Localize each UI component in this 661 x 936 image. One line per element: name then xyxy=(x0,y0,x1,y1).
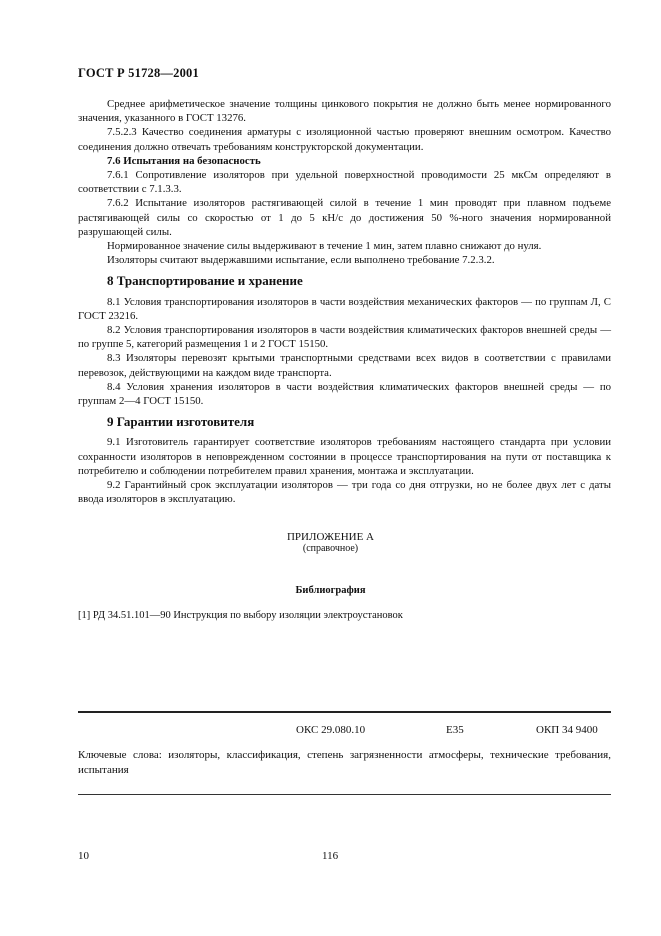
paragraph-9-1: 9.1 Изготовитель гарантирует соответствие изоляторов требованиям настоящего стандарта при условии сохранности изоляторов в неповрежденном состоянии в процессе транспортирования на пути от поставщика к потребителю и соблюдении потребителем правил хранения, монтажа и эксплуатации. xyxy=(78,436,611,477)
section-9-title: 9 Гарантии изготовителя xyxy=(107,414,255,430)
appendix-title: ПРИЛОЖЕНИЕ А xyxy=(286,531,374,543)
paragraph-zinc-coating: Среднее арифметическое значение толщины цинкового покрытия не должно быть менее нормированного значения, указанного в ГОСТ 13276. xyxy=(78,98,611,125)
page-number-left: 10 xyxy=(78,850,89,862)
oks-code: ОКС 29.080.10 xyxy=(296,724,366,736)
bibliography-item: [1] РД 34.51.101—90 Инструкция по выбору изоляции электроустановок xyxy=(78,610,403,621)
paragraph-8-1: 8.1 Условия транспортирования изоляторов в части воздействия механических факторов — по группам Л, С ГОСТ 23216. xyxy=(78,295,611,322)
paragraph-7-6-2: 7.6.2 Испытание изоляторов растягивающей силой в течение 1 мин проводят при плавном подъеме растягивающей силы со скоростью от 1 до 5 кН/с до достижения 50 %-ного значения нормированной разрушающей силы. xyxy=(78,197,611,238)
page-number-center: 116 xyxy=(322,850,339,862)
standard-header: ГОСТ Р 51728—2001 xyxy=(78,66,199,80)
divider-top xyxy=(78,711,611,713)
keywords: Ключевые слова: изоляторы, классификация, степень загрязненности атмосферы, технические требования, испытания xyxy=(78,749,611,776)
appendix-note: (справочное) xyxy=(302,543,359,554)
section-8-title: 8 Транспортирование и хранение xyxy=(107,273,303,289)
paragraph-7-6-1: 7.6.1 Сопротивление изоляторов при удельной поверхностной проводимости 25 мкСм определяют в соответствии с 7.1.3.3. xyxy=(78,169,611,196)
paragraph-8-4: 8.4 Условия хранения изоляторов в части воздействия климатических факторов внешней среды — по группам 2—4 ГОСТ 15150. xyxy=(78,380,611,408)
paragraph-7-5-2-3: 7.5.2.3 Качество соединения арматуры с изоляционной частью проверяют внешним осмотром. Качество соединения должно отвечать требованиям конструкторской документации. xyxy=(78,126,611,153)
paragraph-9-2: 9.2 Гарантийный срок эксплуатации изоляторов — три года со дня отгрузки, но не более двух лет с даты ввода изоляторов в эксплуатацию. xyxy=(78,479,611,506)
paragraph-force-hold: Нормированное значение силы выдерживают в течение 1 мин, затем плавно снижают до нуля. xyxy=(107,240,542,253)
e-code: Е35 xyxy=(446,724,464,736)
bibliography-title: Библиография xyxy=(295,585,366,596)
okp-code: ОКП 34 9400 xyxy=(536,724,598,736)
paragraph-8-2: 8.2 Условия транспортирования изоляторов в части воздействия климатических факторов внешней среды — по группе 5, категорий размещения 1 и 2 ГОСТ 15150. xyxy=(78,324,611,351)
paragraph-test-passed: Изоляторы считают выдержавшими испытание, если выполнено требование 7.2.3.2. xyxy=(107,254,495,267)
body-text xyxy=(78,97,611,506)
divider-bottom xyxy=(78,794,611,795)
paragraph-8-3: 8.3 Изоляторы перевозят крытыми транспортными средствами всех видов в соответствии с правилами перевозок, действующими на каждом виде транспорта. xyxy=(78,352,611,379)
subsection-7-6-title: 7.6 Испытания на безопасность xyxy=(107,154,261,167)
